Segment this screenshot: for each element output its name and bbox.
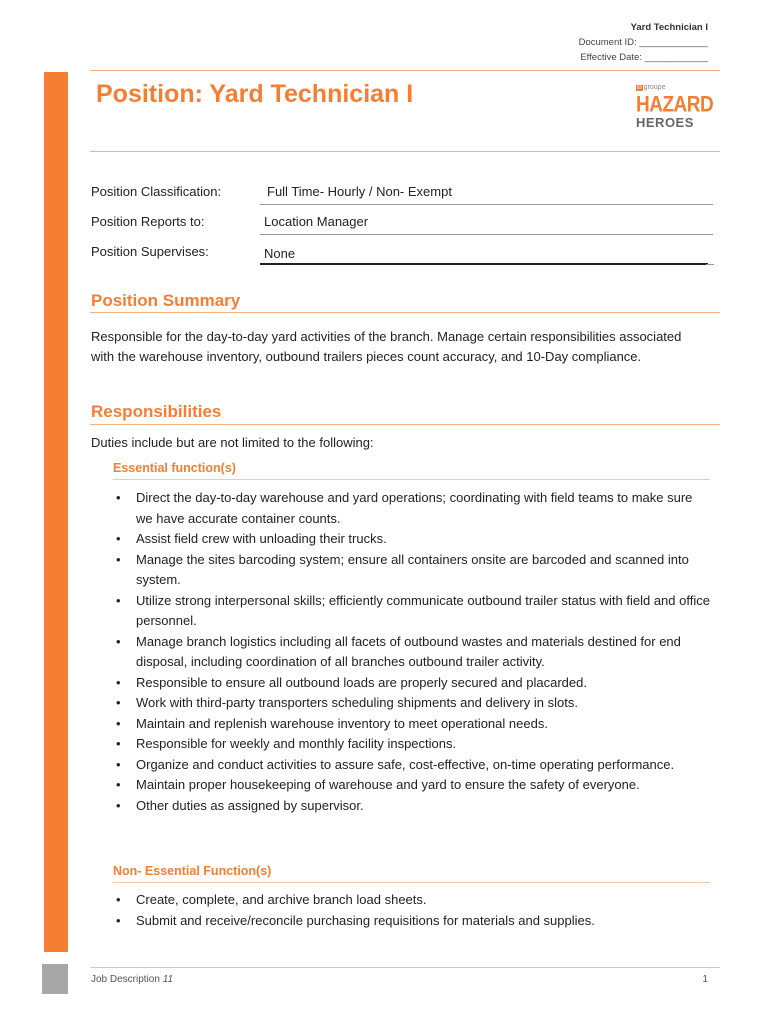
- header-doc-title: Yard Technician I: [630, 22, 708, 33]
- list-item: • Assist field crew with unloading their trucks.: [112, 529, 712, 550]
- header-document-id: Document ID: _____________: [578, 37, 708, 48]
- responsibilities-heading: Responsibilities: [91, 402, 222, 421]
- field-label-classification: Position Classification:: [91, 184, 222, 199]
- essential-functions-heading: Essential function(s): [113, 461, 236, 475]
- list-item: • Responsible to ensure all outbound loads are properly secured and placarded.: [112, 673, 712, 694]
- list-item: • Submit and receive/reconcile purchasing requisitions for materials and supplies.: [112, 911, 712, 932]
- document-header: [579, 20, 708, 65]
- list-item: • Manage branch logistics including all facets of outbound wastes and materials destined for end disposal, including coordination of all branches outbound trailer activity.: [112, 632, 712, 673]
- field-underline-end: [706, 264, 714, 265]
- footer-divider: [90, 967, 720, 968]
- list-item: • Create, complete, and archive branch load sheets.: [112, 890, 712, 911]
- non-essential-functions-list: [112, 890, 712, 931]
- page-number: 1: [702, 974, 708, 985]
- logo-heroes: HEROES: [636, 115, 694, 130]
- field-underline: [260, 204, 713, 205]
- title-divider: [90, 151, 720, 152]
- responsibilities-intro: Duties include but are not limited to the following:: [91, 435, 374, 450]
- list-item: • Responsible for weekly and monthly facility inspections.: [112, 734, 712, 755]
- field-label-supervises: Position Supervises:: [91, 244, 209, 259]
- position-summary-heading: Position Summary: [91, 291, 241, 310]
- list-item: • Utilize strong interpersonal skills; efficiently communicate outbound trailer status with field and office personnel.: [112, 591, 712, 632]
- field-label-reports-to: Position Reports to:: [91, 214, 205, 229]
- page-title: Position: Yard Technician I: [96, 80, 414, 108]
- field-value-reports-to: Location Manager: [264, 214, 369, 229]
- field-value-supervises: None: [264, 246, 296, 261]
- section-divider: [90, 424, 720, 425]
- grey-page-marker: [42, 964, 68, 994]
- list-item: • Manage the sites barcoding system; ensure all containers onsite are barcoded and scanned into system.: [112, 550, 712, 591]
- logo-hazard: HAZARD: [636, 92, 714, 117]
- header-divider: [90, 70, 720, 71]
- subsection-divider: [113, 882, 710, 883]
- list-item: • Organize and conduct activities to assure safe, cost-effective, on-time operating performance.: [112, 755, 712, 776]
- field-underline: [260, 234, 713, 235]
- list-item: • Maintain proper housekeeping of warehouse and yard to ensure the safety of everyone.: [112, 775, 712, 796]
- list-item: • Maintain and replenish warehouse inventory to meet operational needs.: [112, 714, 712, 735]
- subsection-divider: [113, 479, 710, 480]
- logo-group-text: in groupe: [637, 84, 666, 91]
- field-value-classification: Full Time- Hourly / Non- Exempt: [267, 184, 452, 199]
- list-item: • Other duties as assigned by supervisor.: [112, 796, 712, 817]
- essential-functions-list: [112, 488, 712, 816]
- orange-side-bar: [44, 72, 68, 952]
- non-essential-functions-heading: Non- Essential Function(s): [113, 864, 272, 878]
- footer-number: 11: [162, 974, 174, 985]
- list-item: • Direct the day-to-day warehouse and yard operations; coordinating with field teams to make sure we have accurate container counts.: [112, 488, 712, 529]
- section-divider: [90, 312, 720, 313]
- field-underline: [260, 263, 708, 265]
- list-item: • Work with third-party transporters scheduling shipments and delivery in slots.: [112, 693, 712, 714]
- company-logo: [636, 84, 714, 136]
- footer-label: Job Description 11: [91, 974, 174, 985]
- header-effective-date: Effective Date: ____________: [580, 52, 708, 63]
- position-summary-text: Responsible for the day-to-day yard activities of the branch. Manage certain responsibilities associated with the warehouse inventory, outbound trailers pieces count accuracy, and 10-Day compliance.: [91, 329, 682, 364]
